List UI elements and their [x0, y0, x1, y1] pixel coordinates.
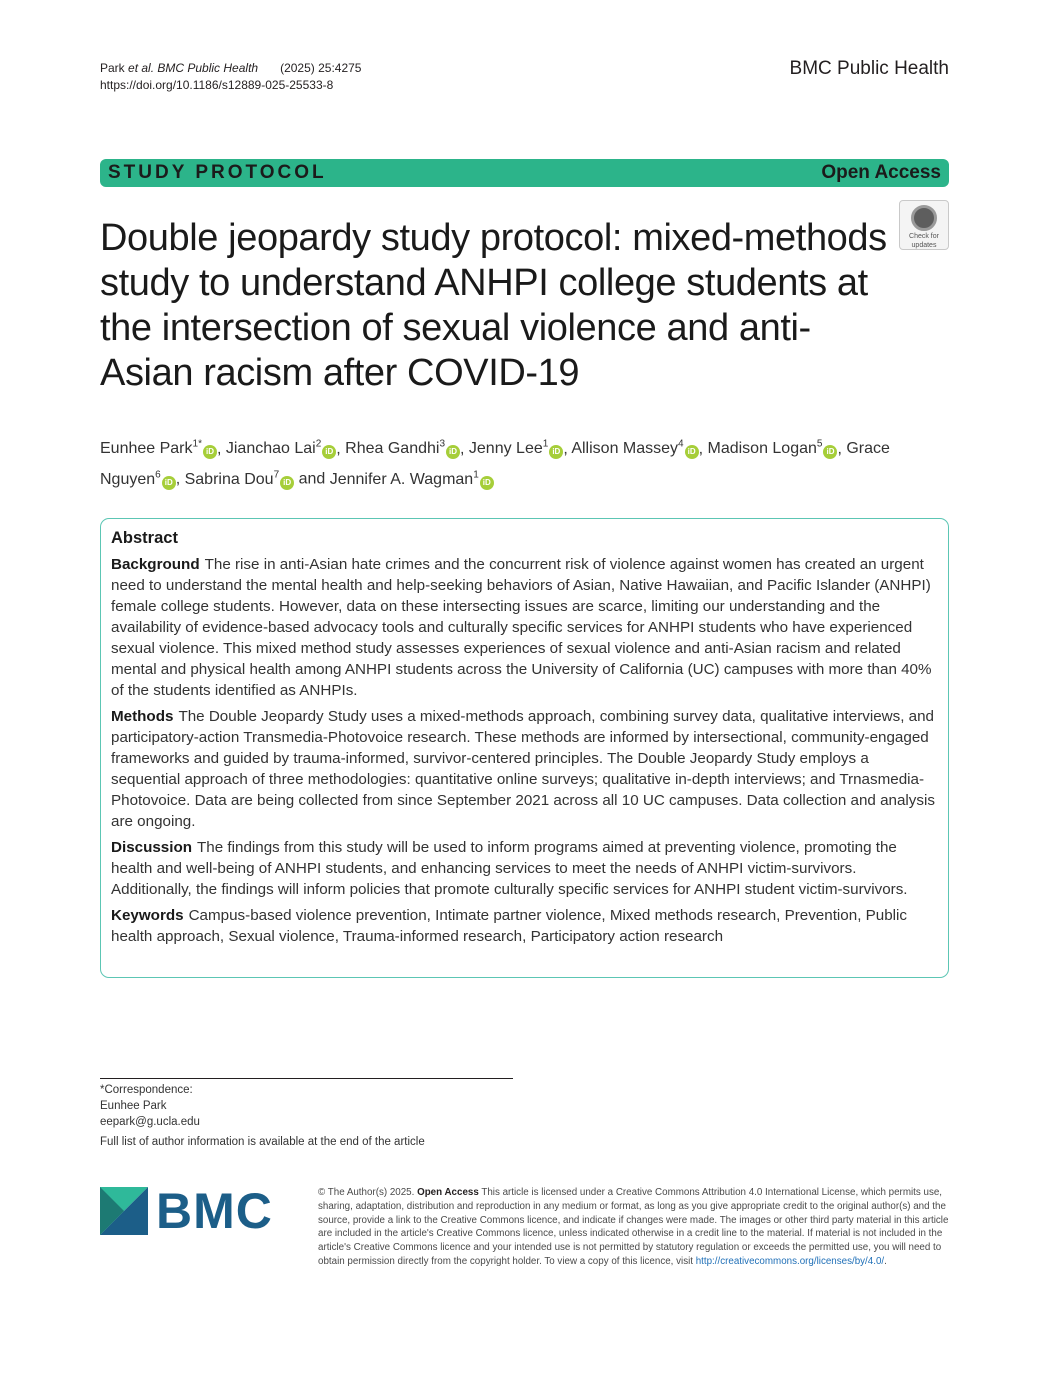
author-affiliation-mark: 5	[816, 439, 823, 450]
journal-name: BMC Public Health	[789, 58, 949, 79]
author-separator: ,	[698, 440, 708, 458]
author-separator: ,	[336, 440, 346, 458]
license-statement	[318, 1186, 950, 1269]
author-name[interactable]: Jianchao Lai	[225, 440, 316, 458]
orcid-icon[interactable]: iD	[322, 445, 336, 459]
license-suffix: .	[884, 1255, 887, 1267]
article-type: STUDY PROTOCOL	[108, 162, 327, 183]
discussion-label: Discussion	[111, 839, 193, 856]
abstract-discussion	[111, 837, 938, 900]
author-affiliation-mark: 6	[155, 469, 161, 481]
abstract-background	[111, 554, 938, 701]
author-separator: and	[294, 470, 330, 488]
author-entry	[571, 440, 698, 457]
background-text: The rise in anti-Asian hate crimes and the concurrent risk of violence against women has created an urgent need to understand the mental health and help-seeking behaviors of Asian, Native Hawaiian, and Pacific Islander (ANHPI) female college students. However, data on these intersecting issues are scarce, limiting our understanding and the availability of evidence-based advocacy tools and culturally specific services for ANHPI students who have experienced sexual violence. This mixed method study assesses experiences of sexual violence and anti-Asian racism and related mental and physical health among ANHPI students across the University of California (UC) campuses with more than 40% of the students identified as ANHPIs.	[111, 556, 932, 699]
license-prefix: © The Author(s) 2025.	[318, 1187, 418, 1198]
correspondence-name: Eunhee Park	[100, 1100, 167, 1112]
author-name[interactable]: Jenny Lee	[468, 440, 543, 458]
discussion-text: The findings from this study will be used to inform programs aimed at preventing violence, promoting the health and well-being of ANHPI students, and enhancing services to meet the needs of ANHPI victim-survivors. Additionally, the findings will inform policies that promote culturally specific services for ANHPI student victim-survivors.	[111, 839, 908, 898]
author-entry	[330, 471, 494, 488]
author-entry	[185, 471, 295, 488]
orcid-icon[interactable]: iD	[446, 445, 460, 459]
running-header	[100, 60, 361, 94]
header-year-volume: (2025) 25:4275	[280, 61, 362, 75]
check-updates-icon	[911, 205, 937, 231]
keywords-label: Keywords	[111, 907, 184, 924]
check-updates-line2: updates	[911, 242, 937, 249]
author-entry	[469, 440, 563, 457]
author-name[interactable]: Allison Massey	[571, 440, 679, 458]
abstract-keywords	[111, 905, 938, 947]
doi-link[interactable]: https://doi.org/10.1186/s12889-025-25533-8	[100, 78, 334, 92]
abstract-heading: Abstract	[111, 529, 178, 547]
article-type-banner	[100, 159, 949, 187]
author-name[interactable]: Sabrina Dou	[184, 470, 274, 488]
header-journal: BMC Public Health	[154, 61, 259, 75]
author-separator: ,	[563, 440, 572, 458]
license-open-access: Open Access	[417, 1187, 479, 1198]
author-entry	[707, 440, 837, 457]
abstract-methods	[111, 706, 938, 832]
orcid-icon[interactable]: iD	[823, 445, 837, 459]
orcid-icon[interactable]: iD	[162, 476, 176, 490]
header-author: Park	[100, 61, 129, 75]
author-affiliation-mark: 2	[315, 439, 322, 450]
author-name[interactable]: Eunhee Park	[100, 440, 193, 458]
author-separator: ,	[175, 470, 185, 488]
author-name[interactable]: Madison Logan	[707, 440, 817, 458]
abstract-box	[100, 518, 949, 978]
author-info-note: Full list of author information is available at the end of the article	[100, 1136, 425, 1148]
author-affiliation-mark: 1*	[192, 439, 202, 450]
author-affiliation-mark: 4	[678, 439, 684, 450]
methods-label: Methods	[111, 708, 174, 725]
author-affiliation-mark: 7	[273, 469, 280, 481]
license-text: This article is licensed under a Creative Commons Attribution 4.0 International License, which permits use, sharing, adaptation, distribution and reproduction in any medium or format, as long as you give appropriate credit to the original author(s) and the source, provide a link to the Creative Commons licence, and indicate if changes were made. The images or other third party material in this article are included in the article's Creative Commons licence, unless indicated otherwise in a credit line to the material. If material is not included in the article's Creative Commons licence and your intended use is not permitted by statutory regulation or exceeds the permitted use, you will need to obtain permission directly from the copyright holder. To view a copy of this licence, visit	[318, 1187, 949, 1267]
orcid-icon[interactable]: iD	[203, 445, 217, 459]
orcid-icon[interactable]: iD	[480, 476, 494, 490]
author-affiliation-mark: 1	[473, 469, 479, 481]
author-name[interactable]: Grace Nguyen	[100, 440, 890, 488]
author-separator: ,	[837, 440, 847, 458]
keywords-text: Campus-based violence prevention, Intimate partner violence, Mixed methods research, Prevention, Public health approach, Sexual violence, Trauma-informed research, Participatory action research	[111, 907, 907, 945]
orcid-icon[interactable]: iD	[280, 476, 294, 490]
correspondence-email[interactable]: eepark@g.ucla.edu	[100, 1116, 200, 1128]
author-separator: ,	[216, 440, 226, 458]
author-list	[100, 432, 890, 493]
article-title: Double jeopardy study protocol: mixed-methods study to understand ANHPI college students at the intersection of sexual violence and anti-Asian racism after COVID-19	[100, 217, 887, 394]
citation-line	[100, 60, 361, 77]
author-entry	[226, 440, 336, 457]
orcid-icon[interactable]: iD	[685, 445, 699, 459]
methods-text: The Double Jeopardy Study uses a mixed-methods approach, combining survey data, qualitative interviews, and participatory-action Transmedia-Photovoice research. These methods are informed by intersectional, community-engaged frameworks and guided by trauma-informed, survivor-centered principles. The Double Jeopardy Study employs a sequential approach of three methodologies: quantitative online surveys; qualitative in-depth interviews; and Trnasmedia-Photovoice. Data are being collected from since September 2021 across all 10 UC campuses. Data collection and analysis are ongoing.	[111, 708, 935, 830]
author-separator: ,	[460, 440, 469, 458]
author-entry	[345, 440, 460, 457]
author-name[interactable]: Rhea Gandhi	[345, 440, 440, 458]
check-updates-line1: Check for	[909, 233, 939, 240]
open-access-label: Open Access	[821, 162, 941, 183]
orcid-icon[interactable]: iD	[549, 445, 563, 459]
correspondence-label: *Correspondence:	[100, 1084, 193, 1096]
author-affiliation-mark: 3	[439, 439, 446, 450]
author-name[interactable]: Jennifer A. Wagman	[329, 470, 474, 488]
license-link[interactable]: http://creativecommons.org/licenses/by/4.0/	[695, 1255, 885, 1267]
check-for-updates-badge[interactable]	[899, 200, 949, 250]
bmc-logo-text: BMC	[156, 1183, 273, 1239]
header-etal: et al.	[128, 61, 155, 75]
author-entry	[100, 440, 217, 457]
correspondence-block	[100, 1078, 513, 1130]
background-label: Background	[111, 556, 200, 573]
bmc-logo	[100, 1183, 295, 1239]
author-affiliation-mark: 1	[542, 439, 549, 450]
bmc-logo-icon	[100, 1187, 148, 1235]
